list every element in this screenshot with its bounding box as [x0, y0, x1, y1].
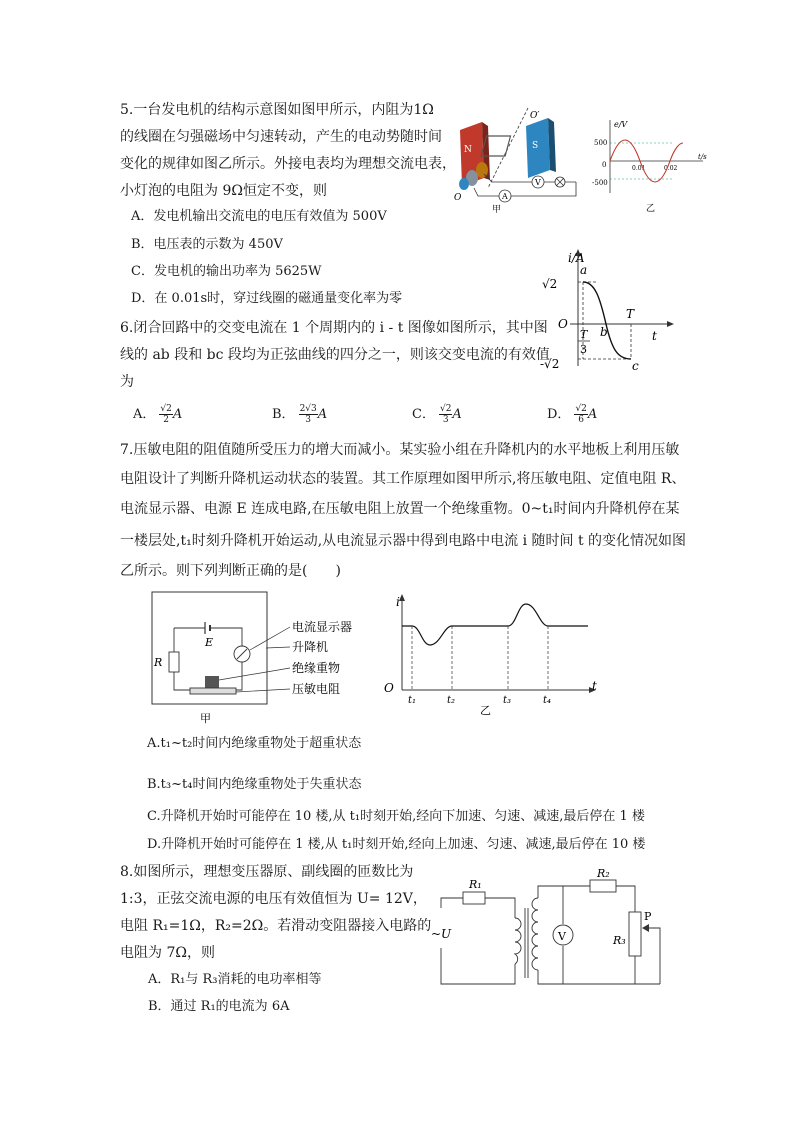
south-pole-label: S — [532, 141, 539, 151]
q7-option-a[interactable]: A.t₁~t₂时间内绝缘重物处于超重状态 — [147, 736, 362, 751]
q7-option-c[interactable]: C.升降机开始时可能停在 10 楼,从 t₁时刻开始,经向下加速、匀速、减速,最后停在 1 楼 — [147, 809, 645, 824]
q6-option-d-letter: D． — [547, 407, 571, 422]
q6-option-b[interactable] — [272, 404, 327, 425]
r1-label: R₁ — [469, 878, 482, 891]
q5-stem-line-2: 的线圈在匀强磁场中匀速转动，产生的电动势随时间 — [120, 129, 442, 145]
label-current-display: 电流显示器 — [292, 620, 353, 634]
q7-stem-line-5: 乙所示。则下列判断正确的是( ) — [120, 563, 341, 579]
q6-period-label: T — [626, 307, 635, 321]
q7-option-b[interactable]: B.t₃~t₄时间内绝缘重物处于失重状态 — [147, 777, 362, 792]
primary-coil-icon — [515, 918, 521, 964]
q6-option-a-unit: A — [172, 407, 183, 422]
resistor-r-label: R — [154, 656, 163, 669]
resistor-r1-icon — [463, 892, 485, 904]
r2-label: R₂ — [597, 868, 610, 880]
q6-option-b-letter: B． — [272, 407, 295, 422]
q6-x-label: t — [652, 329, 657, 343]
q6-third-num: T — [580, 328, 588, 341]
q7-tick-t4: t₄ — [543, 695, 552, 706]
emf-origin-label: 0 — [602, 161, 607, 169]
label-elevator: 升降机 — [292, 640, 329, 654]
q6-stem-line-2: 线的 ab 段和 bc 段均为正弦曲线的四分之一，则该交变电流的有效值 — [120, 347, 550, 363]
q7-x-label: t — [592, 679, 597, 693]
q7-option-d[interactable]: D.升降机开始时可能停在 1 楼,从 t₁时刻开始,经向上加速、匀速、减速,最后停在 10 楼 — [147, 837, 646, 852]
q6-origin-label: O — [558, 317, 568, 331]
q6-option-d[interactable] — [547, 404, 597, 425]
q6-option-d-num: √2 — [575, 404, 587, 414]
q6-option-c-den: 3 — [442, 415, 449, 425]
q7-tick-t2: t₂ — [447, 695, 456, 706]
q5-option-c[interactable]: C．发电机的输出功率为 5625W — [131, 264, 322, 279]
secondary-coil-icon — [532, 898, 538, 970]
rheostat-r3-icon — [629, 912, 641, 956]
q6-option-c-letter: C． — [412, 407, 435, 422]
source-label: ~U — [431, 927, 452, 941]
q5-stem-line-1: 5.一台发电机的结构示意图如图甲所示，内阻为1Ω — [120, 102, 434, 118]
q7-tick-t3: t₃ — [503, 695, 512, 706]
q6-option-a-num: √2 — [160, 404, 172, 414]
q6-option-a[interactable] — [133, 404, 182, 425]
pressure-resistor-icon — [190, 688, 236, 694]
q8-option-a[interactable]: A．R₁与 R₃消耗的电功率相等 — [148, 972, 322, 987]
q7-current-curve — [402, 604, 588, 645]
ammeter-label: A — [502, 192, 508, 201]
q5-stem-line-4: 小灯泡的电阻为 9Ω恒定不变，则 — [120, 183, 327, 199]
q6-point-b: b — [600, 325, 608, 339]
q6-point-c: c — [632, 359, 639, 373]
q5-option-b[interactable]: B．电压表的示数为 450V — [131, 237, 283, 252]
q7-stem-line-4: 一楼层处,t₁时刻升降机开始运动,从电流显示器中得到电路中电流 i 随时间 t 的变化情况如图 — [120, 533, 687, 549]
label-insulated-weight: 绝缘重物 — [292, 661, 341, 675]
figure-jia-caption: 甲 — [492, 205, 502, 213]
slider-p-icon — [642, 924, 649, 932]
q6-option-b-num: 2√3 — [299, 404, 317, 414]
q7-current-graph — [380, 590, 605, 715]
resistor-r2-icon — [590, 880, 616, 892]
q6-option-d-unit: A — [587, 407, 598, 422]
q7-figure-yi-caption: 乙 — [480, 704, 491, 715]
q8-option-b[interactable]: B．通过 R₁的电流为 6A — [148, 999, 290, 1014]
q6-option-c-num: √2 — [439, 404, 452, 414]
emf-y-label: e/V — [614, 120, 628, 129]
axis-top-label: O′ — [530, 111, 540, 121]
q6-point-a: a — [580, 263, 588, 277]
q6-current-curve — [583, 282, 631, 359]
q6-third-den: 3 — [580, 343, 587, 356]
q6-option-c-unit: A — [452, 407, 462, 422]
q5-generator-figure — [448, 108, 598, 213]
north-pole-label: N — [464, 145, 472, 155]
q6-option-b-den: 3 — [305, 415, 312, 425]
emf-y-neg-tick: -500 — [592, 179, 608, 187]
battery-label: E — [205, 636, 214, 649]
q8-transformer-circuit — [425, 868, 670, 993]
q6-y-pos-tick: √2 — [542, 277, 558, 291]
weight-block-icon — [205, 676, 219, 688]
emf-y-pos-tick: 500 — [594, 139, 608, 147]
q6-y-neg-tick: -√2 — [540, 357, 560, 371]
q8-stem-line-4: 电阻为 7Ω，则 — [120, 945, 215, 961]
q7-stem-line-3: 电流显示器、电源 E 连成电路,在压敏电阻上放置一个绝缘重物。0~t₁时间内升降机停在某 — [120, 501, 680, 517]
q6-option-d-den: 6 — [578, 415, 585, 425]
emf-x-tick-1: 0.01 — [632, 165, 646, 172]
q8-stem-line-1: 8.如图所示，理想变压器原、副线圈的匝数比为 — [120, 864, 414, 880]
q7-origin-label: O — [384, 681, 394, 695]
q6-option-a-letter: A． — [133, 407, 156, 422]
axis-bottom-label: O — [454, 193, 462, 203]
q6-option-b-unit: A — [317, 407, 328, 422]
q7-stem-line-1: 7.压敏电阻的阻值随所受压力的增大而减小。某实验小组在升降机内的水平地板上利用压敏 — [120, 442, 680, 458]
q7-y-label: i — [396, 595, 400, 609]
q6-option-a-den: 2 — [163, 415, 169, 425]
resistor-r-icon — [169, 652, 179, 672]
q8-stem-line-3: 电阻 R₁=1Ω，R₂=2Ω。若滑动变阻器接入电路的 — [120, 918, 432, 934]
q7-circuit-figure — [150, 590, 375, 725]
q6-y-label: i/A — [568, 251, 585, 265]
q7-tick-t1: t₁ — [408, 695, 417, 706]
q8-voltmeter-label: V — [558, 930, 566, 943]
q5-stem-line-3: 变化的规律如图乙所示。外接电表均为理想交流电表， — [120, 156, 456, 172]
emf-x-tick-2: 0.02 — [664, 165, 678, 172]
q7-stem-line-2: 电阻设计了判断升降机运动状态的装置。其工作原理如图甲所示,将压敏电阻、定值电阻 R、 — [120, 471, 686, 487]
q5-option-a[interactable]: A．发电机输出交流电的电压有效值为 500V — [131, 209, 387, 224]
q6-stem-line-1: 6.闭合回路中的交变电流在 1 个周期内的 i - t 图像如图所示，其中图 — [120, 320, 548, 336]
voltmeter-label: V — [535, 178, 541, 187]
q8-stem-line-2: 1:3，正弦交流电源的电压有效值恒为 U= 12V， — [120, 891, 427, 907]
q7-figure-jia-caption: 甲 — [200, 712, 211, 725]
r3-label: R₃ — [613, 934, 626, 947]
slider-p-label: P — [644, 910, 652, 923]
emf-x-label: t/s — [698, 153, 707, 161]
q6-option-c[interactable] — [412, 404, 462, 425]
figure-yi-caption: 乙 — [646, 204, 656, 214]
q5-option-d[interactable]: D．在 0.01s时，穿过线圈的磁通量变化率为零 — [131, 291, 403, 306]
q5-emf-graph — [588, 115, 708, 215]
q6-current-graph — [540, 246, 680, 376]
label-pressure-resistor: 压敏电阻 — [292, 682, 341, 696]
q6-stem-line-3: 为 — [120, 374, 134, 390]
